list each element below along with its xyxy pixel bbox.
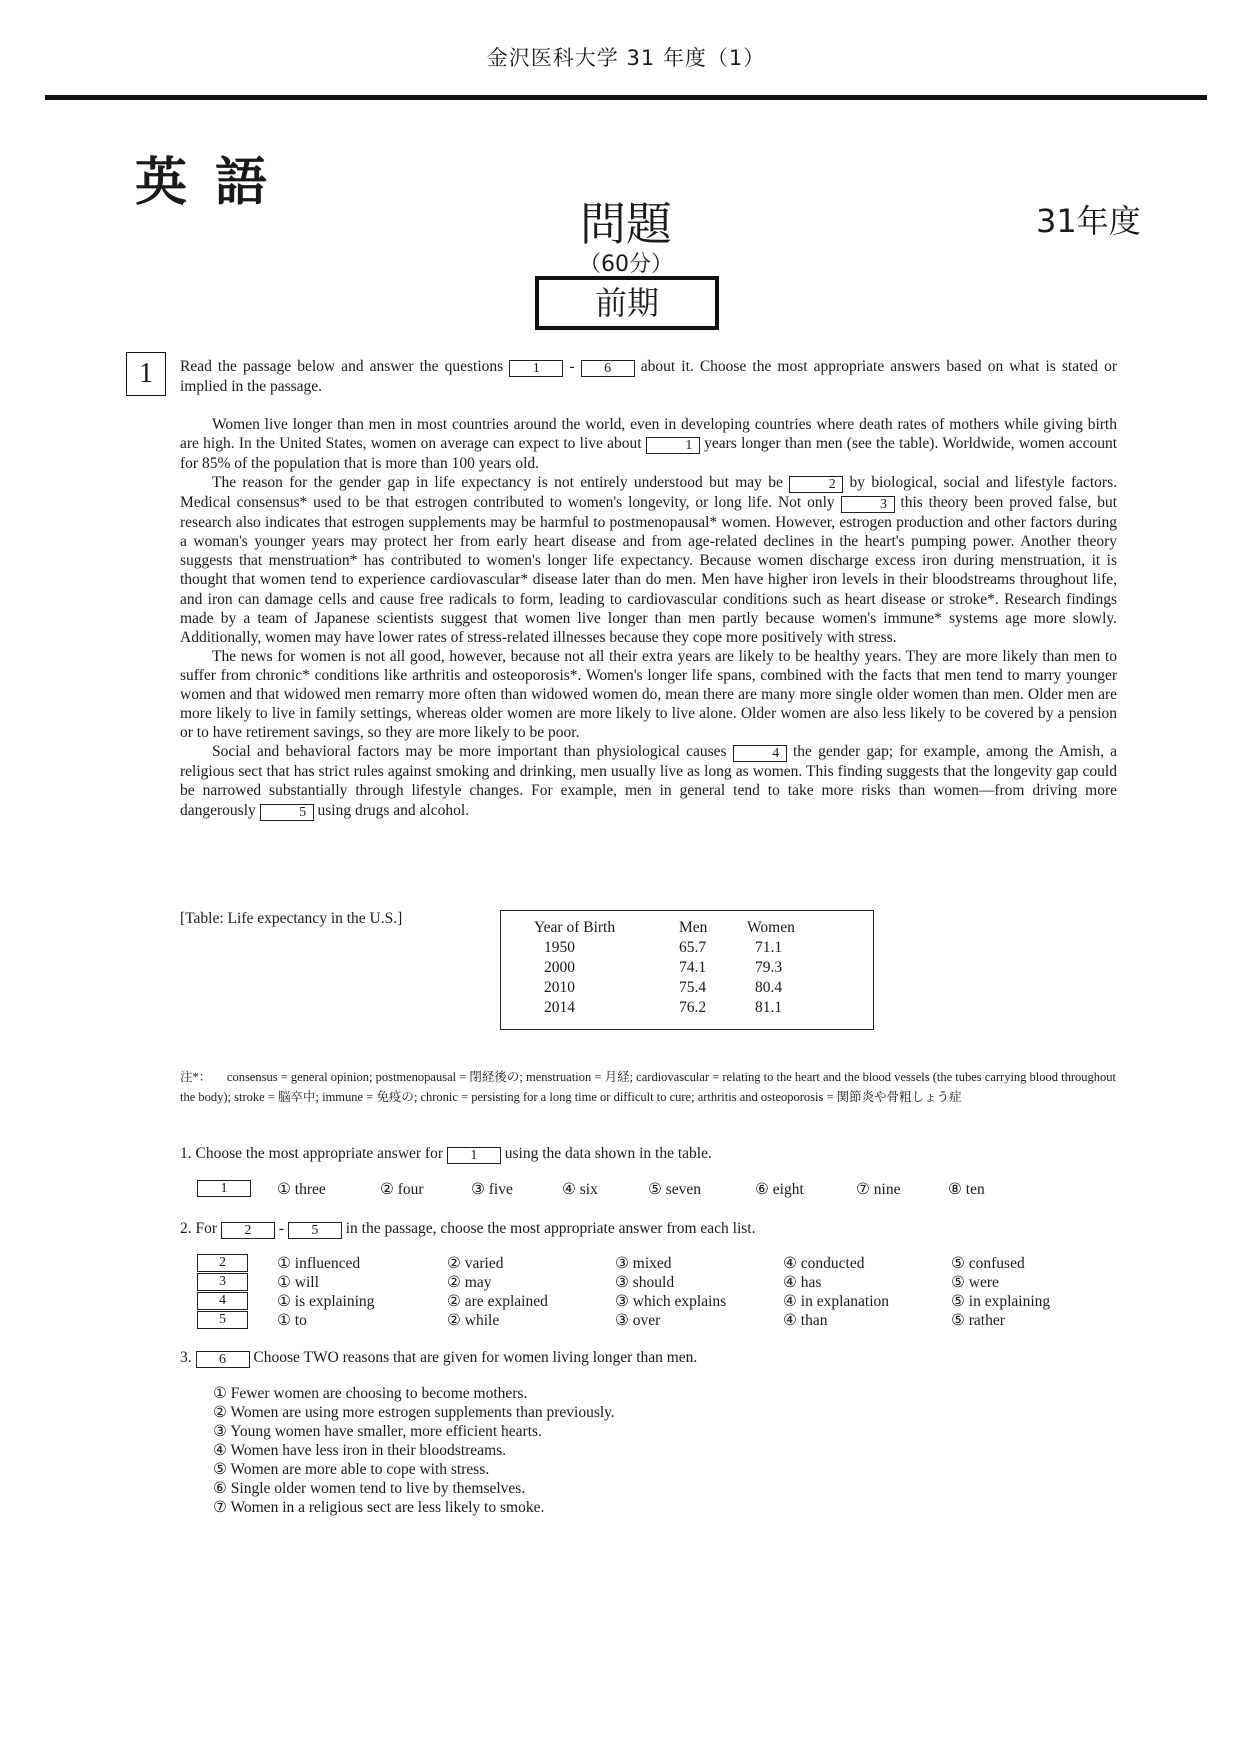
subquestion-3-options [213, 1384, 615, 1517]
table-cell: 80.4 [755, 979, 783, 996]
subquestion-2 [180, 1220, 755, 1239]
answer-option[interactable]: ⑤ were [951, 1274, 999, 1291]
passage-paragraph [180, 473, 1117, 647]
passage-paragraph: The news for women is not all good, however, because not all their extra years are likely to be healthy years. They are more likely than men to suffer from chronic* conditions like arthritis and osteoporosis*. Women's longer life spans, combined with the facts that men tend to marry younger women and that widowed men remarry more often than widowed women do, mean there are many more single older women than men. Older men are more likely to live in family settings, whereas older women are more likely to live alone. Older women are also less likely to be covered by a pension or to have retirement savings, so they are more likely to be poor. [180, 647, 1117, 742]
answer-option[interactable]: ① is explaining [277, 1293, 375, 1310]
page-title: 問題 [580, 197, 672, 251]
table-header: Women [747, 919, 795, 936]
answer-blank: 6 [196, 1351, 250, 1368]
answer-option[interactable]: ⑦ Women in a religious sect are less likely to smoke. [213, 1499, 545, 1516]
answer-option[interactable]: ① Fewer women are choosing to become mothers. [213, 1385, 528, 1402]
passage-text: using drugs and alcohol. [317, 801, 470, 819]
answer-blank: 1 [509, 360, 563, 377]
table-cell: 2000 [544, 959, 575, 976]
table-cell: 65.7 [679, 939, 707, 956]
table-caption: [Table: Life expectancy in the U.S.] [180, 910, 403, 927]
answer-blank: 2 [221, 1222, 275, 1239]
answer-option[interactable]: ④ conducted [783, 1255, 865, 1272]
answer-blank: 3 [197, 1273, 248, 1291]
option-row [197, 1273, 1117, 1292]
answer-option[interactable]: ③ should [615, 1274, 675, 1291]
table-row [534, 958, 827, 978]
passage-text: by biological, social and lifestyle factors. Medical consensus* used to be that estrogen contributed to women's longevity, or long life. Not only [180, 474, 1117, 512]
answer-blank: 5 [288, 1222, 342, 1239]
table-cell: 2014 [544, 999, 575, 1016]
notes-text: consensus = general opinion; postmenopausal = 閉経後の; menstruation = 月経; cardiovascular = relating to the heart and the blood vessels (the tubes carrying blood throughout the body); stroke = 脳卒中; immune = 免疫の; chronic = persisting for a long time or difficult to cure; arthritis and osteoporosis = 関節炎や骨粗しょう症 [180, 1070, 1117, 1104]
table-header: Year of Birth [534, 919, 616, 936]
answer-option[interactable]: ② while [447, 1312, 500, 1329]
answer-blank: 1 [447, 1147, 501, 1164]
answer-option[interactable]: ③ which explains [615, 1293, 727, 1310]
passage-text: this theory been proved false, but research also indicates that estrogen supplements may be harmful to postmenopausal* women. However, estrogen production and other factors during a woman's younger years may protect her from early heart disease and from age-related declines in the heart's pumping power. Another theory suggests that menstruation* has contributed to women's longer life expectancy. Because women discharge excess iron during menstruation, it is thought that women tend to experience cardiovascular* disease later than do men. Men have higher iron levels in their bloodstreams throughout life, and iron can damage cells and cause free radicals to form, leading to cardiovascular conditions such as heart disease or stroke*. Research findings made by a team of Japanese scientists suggest that women live longer than men partly because women's immune* systems age more slowly. Additionally, women may have lower rates of stress-related illnesses because they cope more positively with stress. [180, 494, 1118, 646]
answer-option[interactable]: ④ six [562, 1181, 598, 1198]
passage-text: The reason for the gender gap in life expectancy is not entirely understood but may be [212, 474, 783, 492]
table-cell: 79.3 [755, 959, 783, 976]
passage-text: years longer than men (see the table). Worldwide, women account for 85% of the population that is more than 100 years old. [180, 435, 1118, 473]
answer-option[interactable]: ② Women are using more estrogen supplements than previously. [213, 1404, 615, 1421]
answer-option[interactable]: ⑤ rather [951, 1312, 1005, 1329]
answer-option[interactable]: ③ five [471, 1181, 513, 1198]
passage-text: the gender gap; for example, among the Amish, a religious sect that has strict rules against smoking and drinking, men usually live as long as women. This finding suggests that the longevity gap could be narrowed substantially through lifestyle changes. For example, men in general tend to take more risks than women—from driving more dangerously [180, 743, 1118, 819]
answer-option[interactable]: ② are explained [447, 1293, 548, 1310]
exam-duration: （60分） [579, 252, 673, 277]
option-row [197, 1311, 1117, 1330]
answer-option[interactable]: ③ over [615, 1312, 661, 1329]
answer-option[interactable]: ④ Women have less iron in their bloodstreams. [213, 1442, 507, 1459]
answer-blank: 5 [260, 804, 314, 821]
answer-blank: 2 [789, 476, 843, 493]
answer-option[interactable]: ④ has [783, 1274, 822, 1291]
passage-paragraph [180, 415, 1117, 473]
table-header: Men [679, 919, 708, 936]
subject-title: 英語 [135, 153, 296, 213]
question-number-box: 1 [126, 352, 166, 396]
answer-option[interactable]: ⑧ ten [948, 1181, 985, 1198]
table-cell: 1950 [544, 939, 575, 956]
answer-option[interactable]: ③ Young women have smaller, more efficient hearts. [213, 1423, 542, 1440]
answer-blank: 1 [197, 1180, 251, 1197]
passage-text: Women live longer than men in most countries around the world, even in developing countries where death rates of mothers while giving birth are high. In the United States, women on average can expect to live about [180, 416, 1117, 453]
answer-blank: 2 [197, 1254, 248, 1272]
range-dash: - [278, 1220, 284, 1237]
answer-option[interactable]: ④ in explanation [783, 1293, 890, 1310]
table-cell: 75.4 [679, 979, 707, 996]
answer-blank: 1 [646, 437, 700, 454]
instruction-text-post: about it. Choose the most appropriate answers based on what is stated or implied in the passage. [180, 358, 1118, 395]
answer-option[interactable]: ⑤ confused [951, 1255, 1025, 1272]
answer-blank: 3 [841, 496, 895, 513]
answer-option[interactable]: ① will [277, 1274, 319, 1291]
answer-option[interactable]: ② varied [447, 1255, 504, 1272]
table-row [534, 998, 827, 1018]
passage-text: Social and behavioral factors may be more important than physiological causes [212, 743, 727, 761]
answer-blank: 6 [581, 360, 635, 377]
option-row [197, 1292, 1117, 1311]
answer-option[interactable]: ① influenced [277, 1255, 361, 1272]
table-cell: 2010 [544, 979, 575, 996]
table-row [534, 938, 827, 958]
subquestion-1 [180, 1145, 712, 1164]
header-rule [45, 95, 1207, 100]
table-cell: 74.1 [679, 959, 707, 976]
answer-option[interactable]: ⑥ Single older women tend to live by themselves. [213, 1480, 526, 1497]
question-instruction [180, 357, 1117, 396]
answer-option[interactable]: ② four [380, 1181, 424, 1198]
exam-term: 前期 [535, 276, 719, 330]
subquestion-3 [180, 1349, 697, 1368]
life-expectancy-table [500, 910, 874, 1030]
subquestion-text: 2. For [180, 1220, 218, 1237]
answer-option[interactable]: ⑤ Women are more able to cope with stress. [213, 1461, 490, 1478]
table-cell: 71.1 [755, 939, 783, 956]
table-cell: 76.2 [679, 999, 707, 1016]
vocabulary-notes [180, 1068, 1117, 1107]
running-title: 金沢医科大学 31 年度（1） [486, 46, 766, 70]
answer-option[interactable]: ① three [277, 1181, 326, 1198]
subquestion-text: in the passage, choose the most appropriate answer from each list. [345, 1220, 756, 1237]
subquestion-text: Choose TWO reasons that are given for women living longer than men. [253, 1349, 698, 1366]
subquestion-text: 3. [180, 1349, 192, 1366]
answer-blank: 5 [197, 1311, 248, 1329]
answer-option[interactable]: ⑥ eight [755, 1181, 804, 1198]
exam-year: 31年度 [1036, 202, 1141, 240]
instruction-text-pre: Read the passage below and answer the questions [180, 358, 504, 375]
answer-option[interactable]: ⑤ seven [648, 1181, 702, 1198]
option-row [197, 1254, 1117, 1273]
subquestion-text: 1. Choose the most appropriate answer for [180, 1145, 444, 1162]
answer-option[interactable]: ⑤ in explaining [951, 1293, 1051, 1310]
answer-option[interactable]: ② may [447, 1274, 492, 1291]
answer-option[interactable]: ③ mixed [615, 1255, 672, 1272]
notes-label: 注*： [180, 1070, 212, 1084]
table-cell: 81.1 [755, 999, 783, 1016]
range-dash: - [569, 358, 575, 375]
answer-option[interactable]: ⑦ nine [856, 1181, 901, 1198]
table-row [534, 978, 827, 998]
answer-blank: 4 [197, 1292, 248, 1310]
answer-option[interactable]: ④ than [783, 1312, 828, 1329]
answer-blank: 4 [733, 745, 787, 762]
answer-option[interactable]: ① to [277, 1312, 307, 1329]
reading-passage [180, 415, 1117, 821]
passage-paragraph [180, 742, 1117, 820]
subquestion-text: using the data shown in the table. [504, 1145, 712, 1162]
table-header-row [534, 918, 827, 938]
